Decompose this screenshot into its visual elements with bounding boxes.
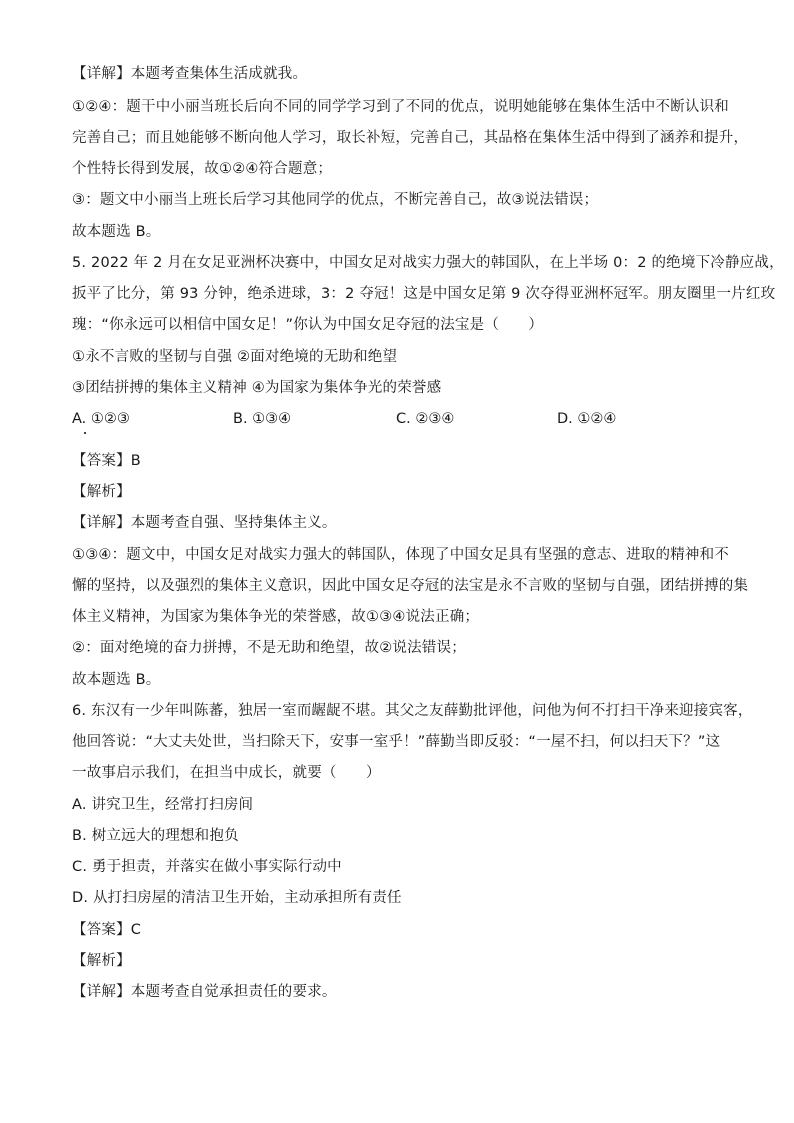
q5-statement-line-1: ①永不言败的坚韧与自强 ②面对绝境的无助和绝望 (72, 349, 398, 365)
q6-option-a: A. 讲究卫生，经常打扫房间 (72, 797, 254, 813)
q6-answer: 【答案】C (72, 922, 142, 938)
stray-mark (84, 432, 86, 434)
q5-explanation-line-2: 懈的坚持，以及强烈的集体主义意识，因此中国女足夺冠的法宝是永不言败的坚韧与自强，团结拼搏的集 (72, 578, 749, 594)
q5-detail-heading: 【详解】本题考查自强、坚持集体主义。 (72, 515, 337, 531)
q4-detail-heading: 【详解】本题考查集体生活成就我。 (72, 66, 308, 82)
q5-analysis-heading: 【解析】 (72, 484, 131, 500)
q4-explanation-line-1: ①②④：题干中小丽当班长后向不同的同学学习到了不同的优点，说明她能够在集体生活中不断认识和 (72, 99, 729, 115)
q6-detail-heading: 【详解】本题考查自觉承担责任的要求。 (72, 984, 337, 1000)
q5-statement-line-2: ③团结拼搏的集体主义精神 ④为国家为集体争光的荣誉感 (72, 380, 442, 396)
q4-conclusion: 故本题选 B。 (72, 224, 161, 240)
q5-option-a: A. ①②③ (72, 411, 130, 427)
q5-option-b: B. ①③④ (233, 411, 292, 427)
q5-option-c: C. ②③④ (396, 411, 455, 427)
q5-option-d: D. ①②④ (557, 411, 617, 427)
q6-option-d: D. 从打扫房屋的清洁卫生开始，主动承担所有责任 (72, 890, 402, 906)
q4-explanation-line-2: 完善自己；而且她能够不断向他人学习，取长补短，完善自己，其品格在集体生活中得到了涵养和提升， (72, 130, 749, 146)
q5-explanation-paragraph-2: ②：面对绝境的奋力拼搏，不是无助和绝望，故②说法错误； (72, 640, 466, 656)
q6-stem-line-1: 6. 东汉有一少年叫陈蕃，独居一室而龌龊不堪。其父之友薛勤批评他，问他为何不打扫干净来迎接宾客， (72, 703, 753, 719)
q5-conclusion: 故本题选 B。 (72, 672, 161, 688)
q4-explanation-paragraph-2: ③：题文中小丽当上班长后学习其他同学的优点，不断完善自己，故③说法错误； (72, 192, 599, 208)
q5-explanation-line-1: ①③④：题文中，中国女足对战实力强大的韩国队，体现了中国女足具有坚强的意志、进取的精神和不 (72, 547, 729, 563)
q5-explanation-line-3: 体主义精神，为国家为集体争光的荣誉感，故①③④说法正确； (72, 609, 480, 625)
q6-option-c: C. 勇于担责，并落实在做小事实际行动中 (72, 859, 342, 875)
q5-stem-line-1: 5. 2022 年 2 月在女足亚洲杯决赛中，中国女足对战实力强大的韩国队，在上半场 0：2 的绝境下冷静应战， (72, 255, 784, 271)
q6-stem-line-3: 一故事启示我们，在担当中成长，就要（ ） (72, 765, 381, 781)
q6-stem-line-2: 他回答说：“大丈夫处世，当扫除天下，安事一室乎！”薛勤当即反驳：“一屋不扫，何以扫天下？”这 (72, 734, 721, 750)
q5-answer: 【答案】B (72, 453, 141, 469)
q6-option-b: B. 树立远大的理想和抱负 (72, 828, 239, 844)
q5-stem-line-3: 瑰：“你永远可以相信中国女足！”你认为中国女足夺冠的法宝是（ ） (72, 317, 544, 333)
q4-explanation-line-3: 个性特长得到发展，故①②④符合题意； (72, 161, 333, 177)
q5-stem-line-2: 扳平了比分，第 93 分钟，绝杀进球，3：2 夺冠！这是中国女足第 9 次夺得亚洲杯冠军。朋友圈里一片红玫 (72, 286, 776, 302)
q6-analysis-heading: 【解析】 (72, 953, 131, 969)
